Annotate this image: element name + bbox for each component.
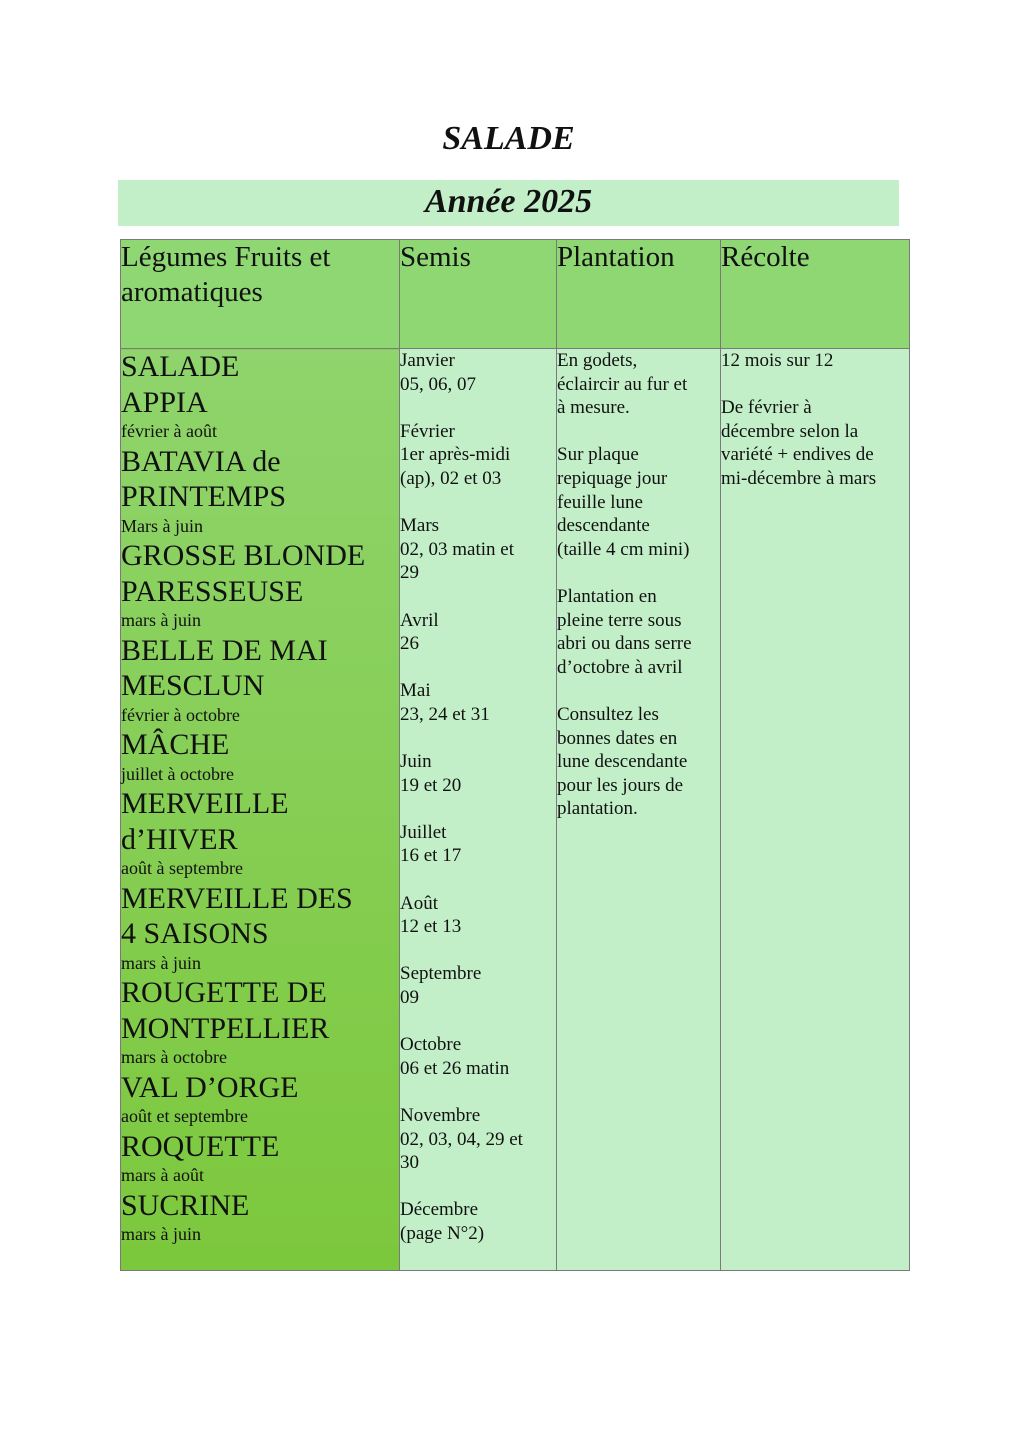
plantation-note-line: bonnes dates en — [557, 727, 678, 749]
recolte-note-line: mi-décembre à mars — [721, 467, 877, 489]
column-header-vegetables: Légumes Fruits et aromatiques — [121, 240, 400, 349]
semis-month-line: Avril — [400, 609, 439, 631]
semis-month — [400, 1033, 556, 1080]
column-header-plantation: Plantation — [557, 240, 721, 349]
plantation-note-line: Consultez les — [557, 703, 659, 725]
semis-month-line: Septembre — [400, 963, 482, 985]
plantation-cell — [557, 349, 721, 1271]
vegetable-item — [121, 1129, 399, 1188]
semis-month-line: 30 — [400, 1152, 419, 1174]
plantation-note-line: lune descendante — [557, 751, 688, 773]
vegetable-name: APPIA — [121, 385, 208, 419]
semis-month — [400, 420, 556, 491]
plantation-note — [557, 585, 720, 679]
semis-month-line: Octobre — [400, 1034, 462, 1056]
vegetable-name: MONTPELLIER — [121, 1011, 330, 1045]
recolte-note-line: 12 mois sur 12 — [721, 350, 834, 371]
vegetable-name: 4 SAISONS — [121, 917, 269, 950]
vegetable-name: MERVEILLE DES — [121, 881, 353, 915]
semis-month-line: Juin — [400, 751, 432, 773]
plantation-note-line: (taille 4 cm mini) — [557, 538, 690, 560]
vegetable-period: mars à juin — [121, 1224, 201, 1244]
page-title: SALADE — [442, 120, 575, 157]
plantation-note-line: En godets, — [557, 350, 638, 371]
vegetable-name: d’HIVER — [121, 822, 238, 856]
plantation-note-line: pleine terre sous — [557, 609, 682, 631]
plantation-note-line: descendante — [557, 515, 650, 537]
vegetable-name: MÂCHE — [121, 728, 230, 761]
semis-month — [400, 1104, 556, 1175]
semis-month — [400, 679, 556, 726]
table-body-row — [121, 349, 910, 1271]
recolte-cell — [721, 349, 910, 1271]
vegetable-period: août et septembre — [121, 1106, 248, 1126]
plantation-note-line: à mesure. — [557, 397, 630, 419]
vegetable-name: ROUGETTE DE — [121, 976, 327, 1009]
semis-month-line: 26 — [400, 633, 419, 655]
plantation-note-line: pour les jours de — [557, 774, 684, 796]
vegetable-item — [121, 1188, 399, 1247]
semis-month — [400, 1198, 556, 1245]
plantation-note-line: plantation. — [557, 798, 638, 820]
vegetable-period: mars à octobre — [121, 1047, 227, 1067]
vegetable-period: février à août — [121, 421, 217, 441]
table-header-row — [121, 240, 910, 349]
vegetable-name: GROSSE BLONDE — [121, 539, 366, 572]
semis-month — [400, 349, 556, 396]
vegetable-name: PARESSEUSE — [121, 574, 304, 608]
semis-month-line: 23, 24 et 31 — [400, 703, 490, 725]
vegetable-item — [121, 727, 399, 786]
semis-month-line: (ap), 02 et 03 — [400, 467, 502, 489]
vegetable-name: SUCRINE — [121, 1188, 250, 1222]
vegetable-name: PRINTEMPS — [121, 480, 287, 513]
semis-month-line: 19 et 20 — [400, 774, 462, 796]
semis-month-line: Janvier — [400, 350, 455, 371]
semis-month-line: Mars — [400, 515, 440, 537]
recolte-note-line: décembre selon la — [721, 420, 859, 442]
semis-cell — [400, 349, 557, 1271]
plantation-note-line: éclaircir au fur et — [557, 373, 688, 395]
semis-month-line: Décembre — [400, 1199, 479, 1221]
plantation-note — [557, 443, 720, 561]
vegetable-name: VAL D’ORGE — [121, 1070, 299, 1104]
vegetable-item — [121, 1070, 399, 1129]
semis-month-line: 1er après-midi — [400, 444, 511, 466]
column-header-semis: Semis — [400, 240, 557, 349]
vegetable-period: août à septembre — [121, 858, 243, 878]
semis-month — [400, 892, 556, 939]
vegetable-name: BELLE DE MAI — [121, 633, 328, 667]
semis-month-line: 29 — [400, 562, 419, 584]
vegetable-name: MERVEILLE — [121, 787, 289, 820]
semis-month — [400, 514, 556, 585]
plantation-note — [557, 349, 720, 420]
recolte-note — [721, 396, 909, 490]
planting-calendar-table — [120, 239, 910, 1271]
recolte-note-line: variété + endives de — [721, 444, 874, 466]
semis-month-line: Mai — [400, 680, 431, 702]
vegetable-period: mars à juin — [121, 952, 201, 973]
semis-month-line: (page N°2) — [400, 1222, 485, 1244]
plantation-note — [557, 703, 720, 821]
vegetable-period: février à octobre — [121, 704, 240, 725]
recolte-note — [721, 349, 909, 373]
vegetable-item — [121, 881, 399, 976]
semis-month-line: 16 et 17 — [400, 845, 462, 867]
semis-month-line: Février — [400, 420, 455, 442]
column-header-recolte: Récolte — [721, 240, 910, 349]
vegetable-item — [121, 975, 399, 1070]
plantation-note-line: repiquage jour — [557, 467, 668, 489]
vegetables-cell — [121, 349, 400, 1271]
semis-month-line: Juillet — [400, 821, 447, 843]
semis-month-line: 05, 06, 07 — [400, 373, 476, 395]
plantation-note-line: Sur plaque — [557, 444, 639, 466]
vegetable-item — [121, 633, 399, 728]
semis-month-line: 02, 03 matin et — [400, 538, 514, 560]
vegetable-period: mars à août — [121, 1165, 204, 1185]
semis-month — [400, 821, 556, 868]
vegetable-name: ROQUETTE — [121, 1129, 280, 1163]
plantation-note-line: d’octobre à avril — [557, 656, 683, 678]
semis-month-line: 09 — [400, 987, 419, 1009]
vegetable-item — [121, 538, 399, 633]
vegetable-name: BATAVIA de — [121, 444, 281, 478]
semis-month — [400, 750, 556, 797]
semis-month-line: Novembre — [400, 1105, 481, 1126]
vegetable-period: Mars à juin — [121, 515, 203, 536]
semis-month — [400, 609, 556, 656]
year-banner: Année 2025 — [118, 180, 899, 226]
vegetable-item — [121, 444, 399, 539]
vegetable-item — [121, 349, 399, 444]
semis-month-line: Août — [400, 892, 438, 914]
vegetable-item — [121, 786, 399, 881]
semis-month-line: 12 et 13 — [400, 916, 462, 938]
vegetable-period: juillet à octobre — [121, 763, 234, 784]
plantation-note-line: feuille lune — [557, 491, 643, 513]
plantation-note-line: abri ou dans serre — [557, 633, 692, 655]
semis-month — [400, 962, 556, 1009]
semis-month-line: 06 et 26 matin — [400, 1057, 510, 1079]
vegetable-period: mars à juin — [121, 610, 201, 630]
plantation-note-line: Plantation en — [557, 585, 657, 607]
semis-month-line: 02, 03, 04, 29 et — [400, 1128, 523, 1150]
recolte-note-line: De février à — [721, 397, 812, 419]
vegetable-name: MESCLUN — [121, 669, 265, 702]
vegetable-name: SALADE — [121, 350, 240, 383]
